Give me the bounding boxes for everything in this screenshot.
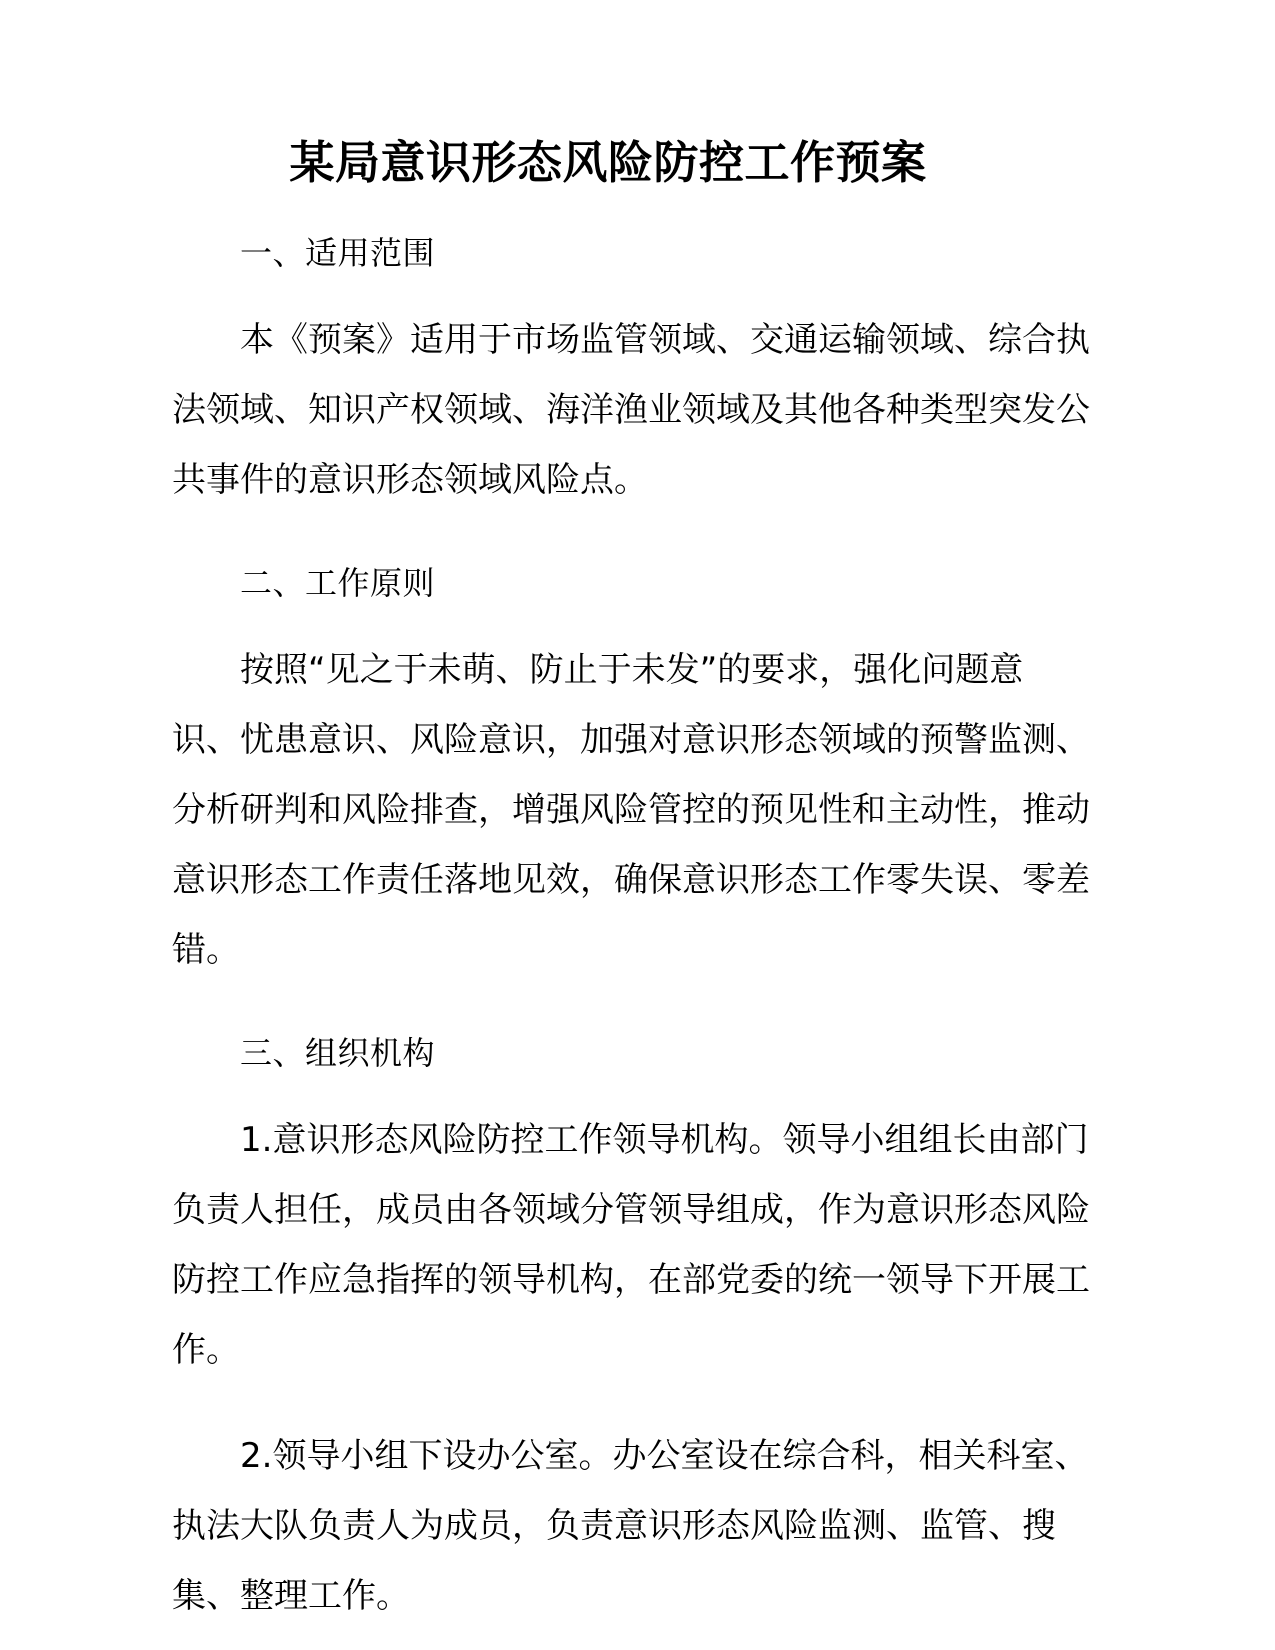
spacer: [172, 1069, 1044, 1105]
paragraph-line: 按照“见之于未萌、防止于未发”的要求，强化问题意: [240, 650, 1024, 690]
paragraph-line: 识、忧患意识、风险意识，加强对意识形态领域的预警监测、: [172, 720, 1090, 760]
paragraph-line: 分析研判和风险排查，增强风险管控的预见性和主动性，推动: [172, 790, 1090, 830]
paragraph-line: 本《预案》适用于市场监管领域、交通运输领域、综合执: [240, 320, 1090, 360]
page-title: 某局意识形态风险防控工作预案: [289, 136, 927, 189]
paragraph-line: 作。: [172, 1330, 240, 1370]
paragraph-line: 错。: [172, 930, 240, 970]
spacer: [172, 269, 1044, 305]
spacer: [172, 185, 1044, 237]
paragraph-line: 执法大队负责人为成员，负责意识形态风险监测、监管、搜: [172, 1506, 1056, 1546]
paragraph-line: 1.意识形态风险防控工作领导机构。领导小组组长由部门: [240, 1120, 1089, 1160]
paragraph-line: 防控工作应急指挥的领导机构，在部党委的统一领导下开展工: [172, 1260, 1090, 1300]
paragraph-line: 共事件的意识形态领域风险点。: [172, 460, 648, 500]
document-body: [172, 0, 1090, 1631]
paragraph-3-1: [172, 1105, 1090, 1385]
section-heading-1: 一、适用范围: [240, 234, 436, 272]
spacer: [172, 1385, 1044, 1421]
paragraph-line: 2.领导小组下设办公室。办公室设在综合科，相关科室、: [240, 1436, 1089, 1476]
paragraph-line: 意识形态工作责任落地见效，确保意识形态工作零失误、零差: [172, 860, 1090, 900]
paragraph-3-2: [172, 1421, 1089, 1631]
paragraph-line: 集、整理工作。: [172, 1576, 410, 1616]
spacer: [172, 515, 1044, 567]
spacer: [172, 985, 1044, 1037]
paragraph-line: 负责人担任，成员由各领域分管领导组成，作为意识形态风险: [172, 1190, 1090, 1230]
section-heading-2: 二、工作原则: [240, 564, 436, 602]
paragraph-1-1: [172, 305, 1090, 515]
paragraph-2-1: [172, 635, 1090, 985]
paragraph-line: 法领域、知识产权领域、海洋渔业领域及其他各种类型突发公: [172, 390, 1090, 430]
section-heading-3: 三、组织机构: [240, 1034, 436, 1072]
spacer: [172, 599, 1044, 635]
